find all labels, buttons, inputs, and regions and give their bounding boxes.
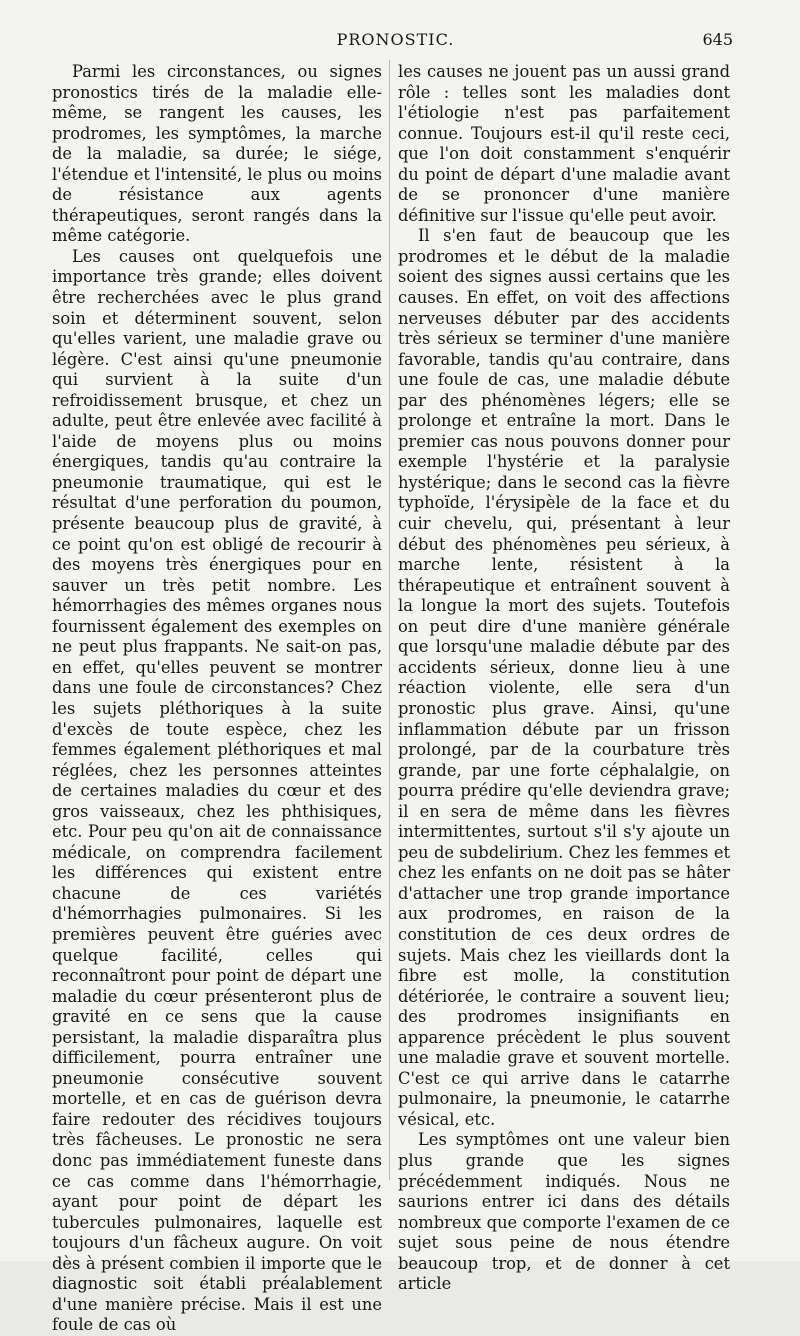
right-column xyxy=(398,62,730,1295)
paragraph-causes: Les causes ont quelquefois une importance très grande; elles doivent être recherchées avec le plus grand soin et déterminent souvent, selon qu'elles varient, une maladie grave ou légère. C'est ainsi qu'une pneumonie qui survient à la suite d'un refroidissement brusque, et chez un adulte, peut être enlevée avec facilité à l'aide de moyens plus ou moins énergiques, tandis qu'au contraire la pneumonie traumatique, qui est le résultat d'une perforation du poumon, présente beaucoup plus de gravité, à ce point qu'on est obligé de recourir à des moyens très énergiques pour en sauver un très petit nombre. Les hémorrhagies des mêmes organes nous fournissent également des exemples on ne peut plus frappants. Ne sait-on pas, en effet, qu'elles peuvent se montrer dans une foule de circonstances? Chez les sujets pléthoriques à la suite d'excès de toute espèce, chez les femmes également pléthoriques et mal réglées, chez les personnes atteintes de certaines maladies du cœur et des gros vaisseaux, chez les phthisiques, etc. Pour peu qu'on ait de connaissance médicale, on comprendra facilement les différences qui existent entre chacune de ces variétés d'hémorrhagies pulmonaires. Si les premières peuvent être guéries avec quelque facilité, celles qui reconnaîtront pour point de départ une maladie du cœur présenteront plus de gravité en ce sens que la cause persistant, la maladie disparaîtra plus difficilement, pourra entraîner une pneumonie consécutive souvent mortelle, et en cas de guérison devra faire redouter des récidives toujours très fâcheuses. Le pronostic ne sera donc pas immédiatement funeste dans ce cas comme dans l'hémorrhagie, ayant pour point de départ les tubercules pulmonaires, laquelle est toujours d'un fâcheux augure. On voit dès à présent combien il importe que le diagnostic soit établi préalablement d'une manière précise. Mais il est une foule de cas où xyxy=(52,246,382,1335)
paragraph-circonstances: Parmi les circonstances, ou signes pronostics tirés de la maladie elle-même, se rangent les causes, les prodromes, les symptômes, la marche de la maladie, sa durée; le siége, l'étendue et l'intensité, le plus ou moins de résistance aux agents thérapeutiques, seront rangés dans la même catégorie. xyxy=(52,62,382,246)
paragraph-causes-continued: les causes ne jouent pas un aussi grand rôle : telles sont les maladies dont l'étiologie n'est pas parfaitement connue. Toujours est-il qu'il reste ceci, que l'on doit constamment s'enquérir du point de départ d'une maladie avant de se prononcer d'une manière définitive sur l'issue qu'elle peut avoir. xyxy=(398,62,730,225)
column-divider xyxy=(389,60,390,1180)
page-number: 645 xyxy=(702,30,733,49)
running-header xyxy=(58,30,733,56)
running-title: PRONOSTIC. xyxy=(336,30,455,49)
left-column xyxy=(52,62,382,1336)
paragraph-symptomes: Les symptômes ont une valeur bien plus grande que les signes précédemment indiqués. Nous ne saurions entrer ici dans des détails nombreux que comporte l'examen de ce sujet sous peine de nous étendre beaucoup trop, et de donner à cet article xyxy=(398,1130,730,1294)
paragraph-prodromes: Il s'en faut de beaucoup que les prodromes et le début de la maladie soient des signes aussi certains que les causes. En effet, on voit des affections nerveuses débuter par des accidents très sérieux se terminer d'une manière favorable, tandis qu'au contraire, dans une foule de cas, une maladie débute par des phénomènes légers; elle se prolonge et entraîne la mort. Dans le premier cas nous pouvons donner pour exemple l'hystérie et la paralysie hystérique; dans le second cas la fièvre typhoïde, l'érysipèle de la face et du cuir chevelu, qui, présentant à leur début des phénomènes peu sérieux, à marche lente, résistent à la thérapeutique et entraînent souvent à la longue la mort des sujets. Toutefois on peut dire d'une manière générale que lorsqu'une maladie débute par des accidents sérieux, donne lieu à une réaction violente, elle sera d'un pronostic plus grave. Ainsi, qu'une inflammation débute par un frisson prolongé, par de la courbature très grande, par une forte céphalalgie, on pourra prédire qu'elle deviendra grave; il en sera de même dans les fièvres intermittentes, surtout s'il s'y ajoute un peu de subdelirium. Chez les femmes et chez les enfants on ne doit pas se hâter d'attacher une trop grande importance aux prodromes, en raison de la constitution de ces deux ordres de sujets. Mais chez les vieillards dont la fibre est molle, la constitution détériorée, le contraire a souvent lieu; des prodromes insignifiants en apparence précèdent le plus souvent une maladie grave et souvent mortelle. C'est ce qui arrive dans le catarrhe pulmonaire, la pneumonie, le catarrhe vésical, etc. xyxy=(398,226,730,1129)
